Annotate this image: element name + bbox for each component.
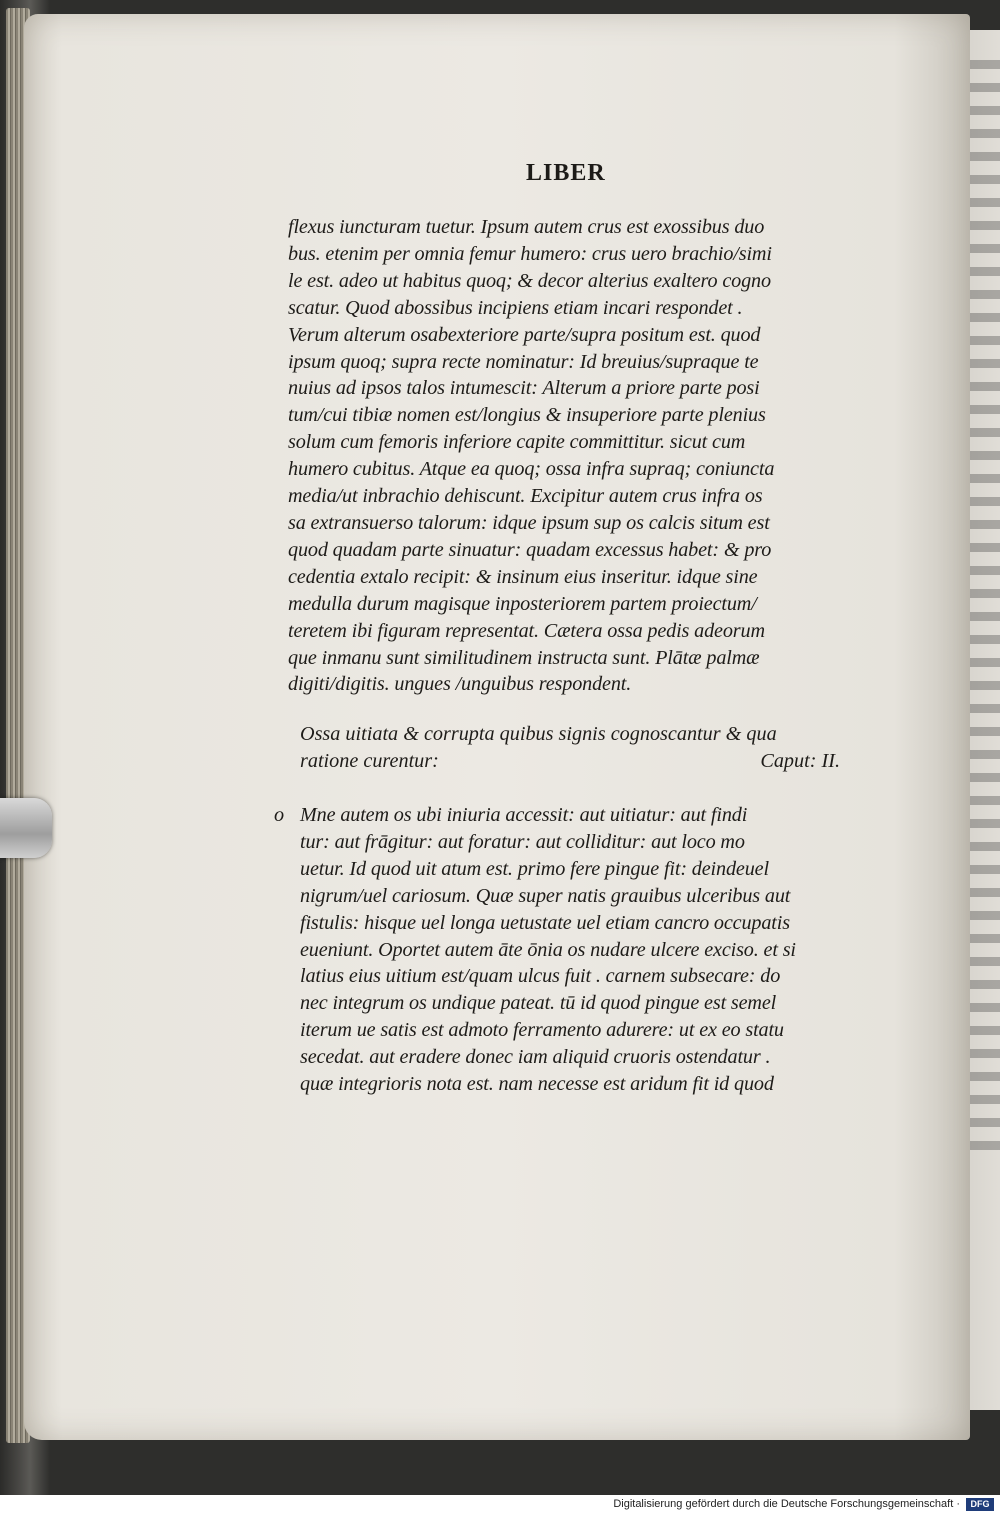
footer-bar: [0, 1495, 1000, 1515]
initial-letter: o: [274, 804, 284, 826]
dfg-logo-icon: DFG: [966, 1498, 994, 1511]
funding-notice: Digitalisierung gefördert durch die Deutsche Forschungsgemeinschaft ·: [613, 1498, 960, 1510]
text-line: [274, 802, 850, 829]
text-line: digiti/digitis. ungues /unguibus respondent.: [288, 673, 632, 696]
text-line: bus. etenim per omnia femur humero: crus uero brachio/simi: [288, 242, 772, 265]
text-line: media/ut inbrachio dehiscunt. Excipitur autem crus infra os: [288, 485, 763, 508]
text-line-content: Mne autem os ubi iniuria accessit: aut uitiatur: aut findi: [300, 804, 748, 826]
chapter-number: Caput: II.: [760, 749, 840, 772]
chapter-heading: [300, 721, 848, 775]
text-line: le est. adeo ut habitus quoq; & decor alterius exaltero cogno: [288, 269, 771, 292]
text-line: solum cum femoris inferiore capite committitur. sicut cum: [288, 431, 746, 454]
chapter-heading-line: ratione curentur:: [300, 749, 439, 772]
text-line: tum/cui tibiæ nomen est/longius & insuperiore parte plenius: [288, 404, 766, 427]
text-line: tur: aut frāgitur: aut foratur: aut colliditur: aut loco mo: [300, 830, 745, 853]
text-line: nuius ad ipsos talos intumescit: Alterum a priore parte posi: [288, 377, 760, 400]
text-line: que inmanu sunt similitudinem instructa sunt. Plātæ palmæ: [288, 646, 760, 669]
text-line: secedat. aut eradere donec iam aliquid cruoris ostendatur .: [300, 1046, 771, 1069]
text-line: eueniunt. Oportet autem āte ōnia os nudare ulcere exciso. et si: [300, 938, 796, 961]
text-line: humero cubitus. Atque ea quoq; ossa infra supraq; coniuncta: [288, 458, 775, 481]
text-line: iterum ue satis est admoto ferramento adurere: ut ex eo statu: [300, 1019, 784, 1042]
text-line: uetur. Id quod uit atum est. primo fere pingue fit: deindeuel: [300, 857, 769, 880]
text-line: fistulis: hisque uel longa uetustate uel etiam cancro occupatis: [300, 911, 790, 934]
text-line: scatur. Quod abossibus incipiens etiam incari respondet .: [288, 296, 743, 319]
body-text: [288, 214, 848, 698]
page-clip: [0, 798, 52, 858]
text-line: sa extransuerso talorum: idque ipsum sup os calcis situm est: [288, 511, 770, 534]
running-head: LIBER: [526, 160, 606, 186]
text-line: nigrum/uel cariosum. Quæ super natis grauibus ulceribus aut: [300, 884, 791, 907]
chapter-heading-line: Ossa uitiata & corrupta quibus signis cognoscantur & qua: [300, 723, 777, 745]
text-line: Verum alterum osabexteriore parte/supra positum est. quod: [288, 323, 761, 346]
text-line: latius eius uitium est/quam ulcus fuit . carnem subsecare: do: [300, 965, 781, 988]
text-line: quod quadam parte sinuatur: quadam excessus habet: & pro: [288, 538, 772, 561]
text-line: nec integrum os undique pateat. tū id quod pingue est semel: [300, 992, 777, 1015]
text-line: ipsum quoq; supra recte nominatur: Id breuius/supraque te: [288, 350, 759, 373]
text-line: cedentia extalo recipit: & insinum eius inseritur. idque sine: [288, 565, 758, 588]
text-line: flexus iuncturam tuetur. Ipsum autem crus est exossibus duo: [288, 216, 765, 238]
text-line: teretem ibi figuram representat. Cætera ossa pedis adeorum: [288, 619, 765, 642]
text-line: quæ integrioris nota est. nam necesse est aridum fit id quod: [300, 1073, 774, 1096]
section-text: [274, 802, 850, 1098]
text-line: medulla durum magisque inposteriorem partem proiectum/: [288, 592, 757, 615]
